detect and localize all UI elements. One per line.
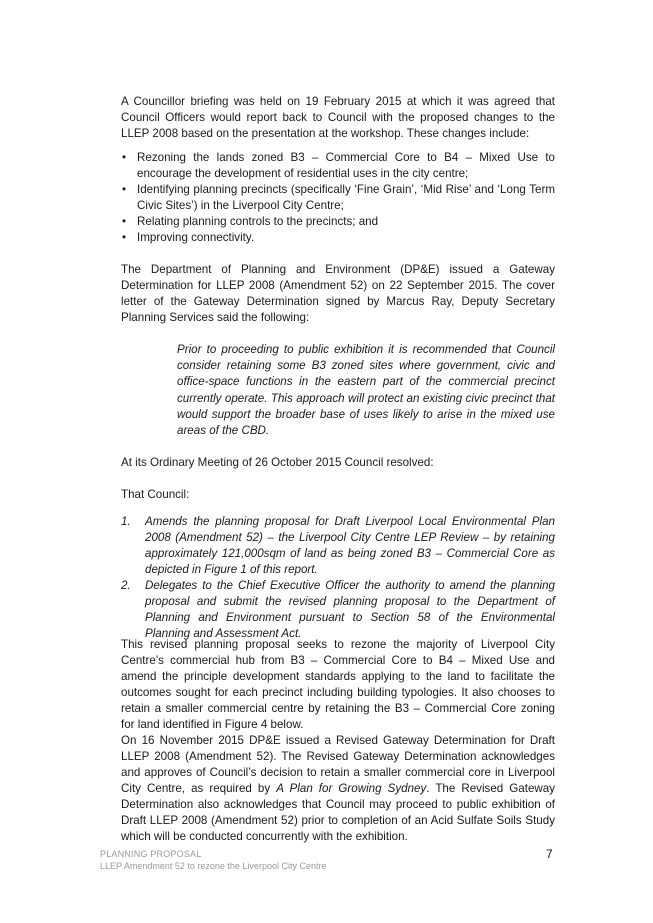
list-item: • Identifying planning precincts (specifically ‘Fine Grain’, ‘Mid Rise’ and ‘Long Term Civic Sites’) in the Liverpool City Centre; (121, 182, 555, 214)
list-text: Amends the planning proposal for Draft Liverpool Local Environmental Plan 2008 (Amendment 52) – the Liverpool City Centre LEP Review – by retaining approximately 121,000sqm of land as being zoned B3 – Commercial Core as depicted in Figure 1 of this report. (145, 515, 555, 576)
resolution-list (121, 514, 555, 642)
list-item: • Rezoning the lands zoned B3 – Commercial Core to B4 – Mixed Use to encourage the development of residential uses in the city centre; (121, 150, 555, 182)
list-item: • Improving connectivity. (121, 230, 555, 246)
proposal-paragraph: This revised planning proposal seeks to rezone the majority of Liverpool City Centre’s commercial hub from B3 – Commercial Core to B4 – Mixed Use and amend the principle development standards applying to the land to facilitate the outcomes sought for each precinct including building typologies. It also chooses to retain a smaller commercial centre by retaining the B3 – Commercial Core zoning for land identified in Figure 4 below. (121, 638, 555, 731)
block-quote: Prior to proceeding to public exhibition it is recommended that Council consider retaining some B3 zoned sites where government, civic and office-space functions in the eastern part of the commercial precinct currently operate. This approach will protect an existing civic precinct that would support the broader base of uses likely to arise in the mixed use areas of the CBD. (177, 343, 555, 438)
revised-gateway-paragraph (121, 733, 555, 845)
list-item (121, 514, 555, 578)
list-item (121, 578, 555, 642)
list-text: Delegates to the Chief Executive Officer the authority to amend the planning proposal and submit the revised planning proposal to the Department of Planning and Environment pursuant to Section 58 of the Environmental Planning and Assessment Act. (145, 579, 555, 640)
intro-paragraph: A Councillor briefing was held on 19 February 2015 at which it was agreed that Council Officers would report back to Council with the proposed changes to the LLEP 2008 based on the presentation at the workshop. These changes include: (121, 95, 555, 140)
plan-title: A Plan for Growing Sydney (276, 782, 427, 795)
revised-gateway-text-end: . The Revised Gateway Determination also acknowledges that Council may proceed to public exhibition of Draft LLEP 2008 (Amendment 52) prior to completion of an Acid Sulfate Soils Study which will be conducted concurrently with the exhibition. (121, 782, 556, 843)
list-number: 1. (121, 515, 131, 528)
revised-gateway-text: On 16 November 2015 DP&E issued a Revised Gateway Determination for Draft LLEP 2008 (Amendment 52). The Revised Gateway Determination acknowledges and approves of Council’s decision to retain a smaller commercial core in Liverpool City Centre, as required by (121, 734, 555, 795)
footer-title: PLANNING PROPOSAL (100, 849, 202, 859)
meeting-paragraph: At its Ordinary Meeting of 26 October 2015 Council resolved: (121, 456, 434, 469)
gateway-paragraph: The Department of Planning and Environment (DP&E) issued a Gateway Determination for LLEP 2008 (Amendment 52) on 22 September 2015. The cover letter of the Gateway Determination signed by Marcus Ray, Deputy Secretary Planning Services said the following: (121, 263, 555, 324)
list-number: 2. (121, 579, 131, 592)
footer-subtitle: LLEP Amendment 52 to rezone the Liverpool City Centre (100, 861, 327, 871)
changes-list (121, 150, 555, 246)
that-council-paragraph: That Council: (121, 488, 190, 501)
page-number: 7 (546, 847, 553, 861)
list-item: • Relating planning controls to the precincts; and (121, 214, 555, 230)
